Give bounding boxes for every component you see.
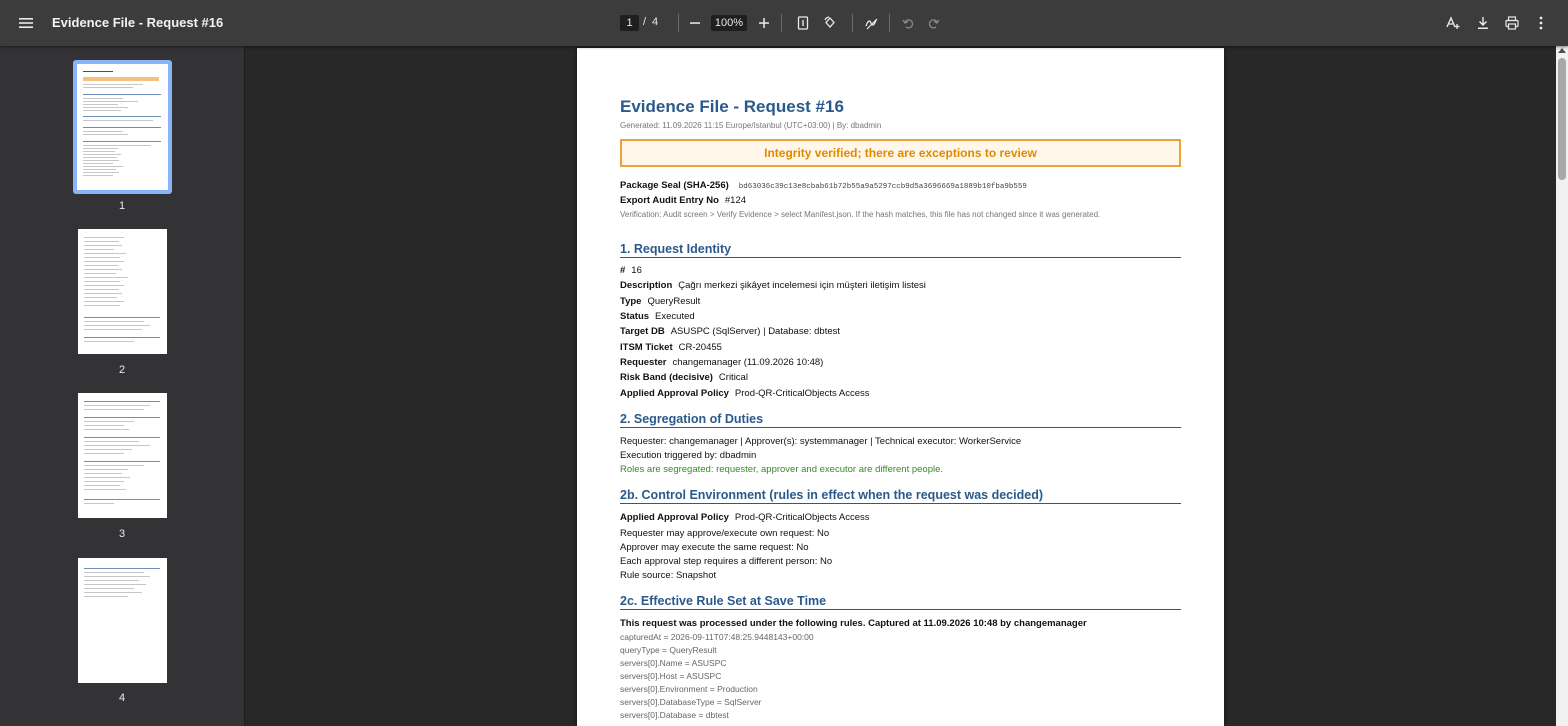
page-number-input[interactable]: 1 (620, 15, 639, 31)
thumbnail-page-number: 3 (118, 528, 126, 540)
seal-hash: bd63036c39c13e8cbab61b72b55a9a5297ccb9d5a3696669a1889b10fba9b559 (738, 183, 1027, 191)
seal-label: Package Seal (SHA-256) (620, 180, 729, 191)
seal-row (620, 180, 1027, 191)
rule-line: servers[0].Environment = Production (620, 684, 758, 694)
identity-row: Applied Approval Policy Prod-QR-CriticalObjects Access (620, 388, 870, 399)
rotate-icon[interactable] (816, 9, 844, 37)
rule-line: servers[0].Name = ASUSPC (620, 658, 727, 668)
sod-line: Requester: changemanager | Approver(s): systemmanager | Technical executor: WorkerService (620, 436, 1022, 447)
page-total: 4 (652, 16, 659, 28)
control-line: Rule source: Snapshot (620, 570, 717, 581)
undo-icon[interactable] (894, 9, 922, 37)
rule-line: servers[0].Host = ASUSPC (620, 671, 722, 681)
draw-annotation-icon[interactable] (857, 9, 885, 37)
identity-row: Risk Band (decisive) Critical (620, 372, 748, 383)
toolbar-divider (678, 14, 679, 32)
redo-icon[interactable] (920, 9, 948, 37)
add-text-annotation-icon[interactable] (1439, 9, 1467, 37)
toolbar-divider (781, 14, 782, 32)
section-heading: 1. Request Identity (620, 242, 1181, 258)
audit-row (620, 195, 746, 206)
generated-info: Generated: 11.09.2026 11:15 Europe/Istanbul (UTC+03:00) | By: dbadmin (620, 121, 882, 130)
menu-icon[interactable] (12, 9, 40, 37)
control-line: Requester may approve/execute own request: No (620, 528, 830, 539)
document-title: Evidence File - Request #16 (52, 15, 224, 30)
identity-row: Type QueryResult (620, 296, 701, 307)
pdf-page (577, 48, 1224, 726)
toolbar-divider (889, 14, 890, 32)
sod-line: Execution triggered by: dbadmin (620, 450, 757, 461)
thumbnail-page-number: 4 (118, 692, 126, 704)
document-heading: Evidence File - Request #16 (620, 97, 844, 116)
rule-line: queryType = QueryResult (620, 645, 717, 655)
scroll-up-icon[interactable] (1558, 48, 1566, 53)
scrollbar-thumb[interactable] (1558, 58, 1566, 180)
policy-row: Applied Approval Policy Prod-QR-CriticalObjects Access (620, 512, 870, 523)
section-heading: 2. Segregation of Duties (620, 412, 1181, 428)
thumbnail-sidebar (0, 46, 245, 726)
rule-line: servers[0].DatabaseType = SqlServer (620, 697, 762, 707)
section-heading: 2c. Effective Rule Set at Save Time (620, 594, 1181, 610)
page-thumbnail-2[interactable] (78, 229, 167, 354)
identity-row: Target DB ASUSPC (SqlServer) | Database: dbtest (620, 326, 841, 337)
vertical-scrollbar[interactable] (1556, 46, 1568, 726)
identity-row: Description Çağrı merkezi şikâyet incelemesi için müşteri iletişim listesi (620, 280, 926, 291)
download-icon[interactable] (1469, 9, 1497, 37)
page-thumbnail-1[interactable] (73, 60, 172, 194)
control-line: Approver may execute the same request: No (620, 542, 809, 553)
zoom-input[interactable]: 100% (711, 15, 747, 31)
audit-value: #124 (724, 195, 747, 206)
verification-note: Verification: Audit screen > Verify Evidence > select Manifest.json. If the hash matches, this file has not changed since it was generated. (620, 210, 1101, 219)
toolbar-divider (852, 14, 853, 32)
rule-line: capturedAt = 2026-09-11T07:48:25.9448143+00:00 (620, 632, 814, 642)
rule-line: servers[0].Database = dbtest (620, 710, 729, 720)
sod-status: Roles are segregated: requester, approver and executor are different people. (620, 464, 944, 475)
thumbnail-page-number: 2 (118, 364, 126, 376)
pdf-toolbar (0, 0, 1568, 46)
identity-row: # 16 (620, 265, 642, 276)
more-options-icon[interactable] (1527, 9, 1555, 37)
identity-row: Requester changemanager (11.09.2026 10:48) (620, 357, 824, 368)
zoom-out-icon[interactable] (681, 9, 709, 37)
print-icon[interactable] (1498, 9, 1526, 37)
rules-intro: This request was processed under the following rules. Captured at 11.09.2026 10:48 by changemanager (620, 618, 1087, 629)
section-heading: 2b. Control Environment (rules in effect when the request was decided) (620, 488, 1181, 504)
identity-row: Status Executed (620, 311, 695, 322)
thumbnail-page-number: 1 (118, 200, 126, 212)
identity-row: ITSM Ticket CR-20455 (620, 342, 722, 353)
control-line: Each approval step requires a different person: No (620, 556, 833, 567)
page-thumbnail-4[interactable] (78, 558, 167, 683)
page-thumbnail-3[interactable] (78, 393, 167, 518)
fit-page-icon[interactable] (789, 9, 817, 37)
page-separator: / (643, 16, 647, 28)
integrity-banner: Integrity verified; there are exceptions to review (620, 139, 1181, 167)
zoom-in-icon[interactable] (750, 9, 778, 37)
audit-label: Export Audit Entry No (620, 195, 719, 206)
